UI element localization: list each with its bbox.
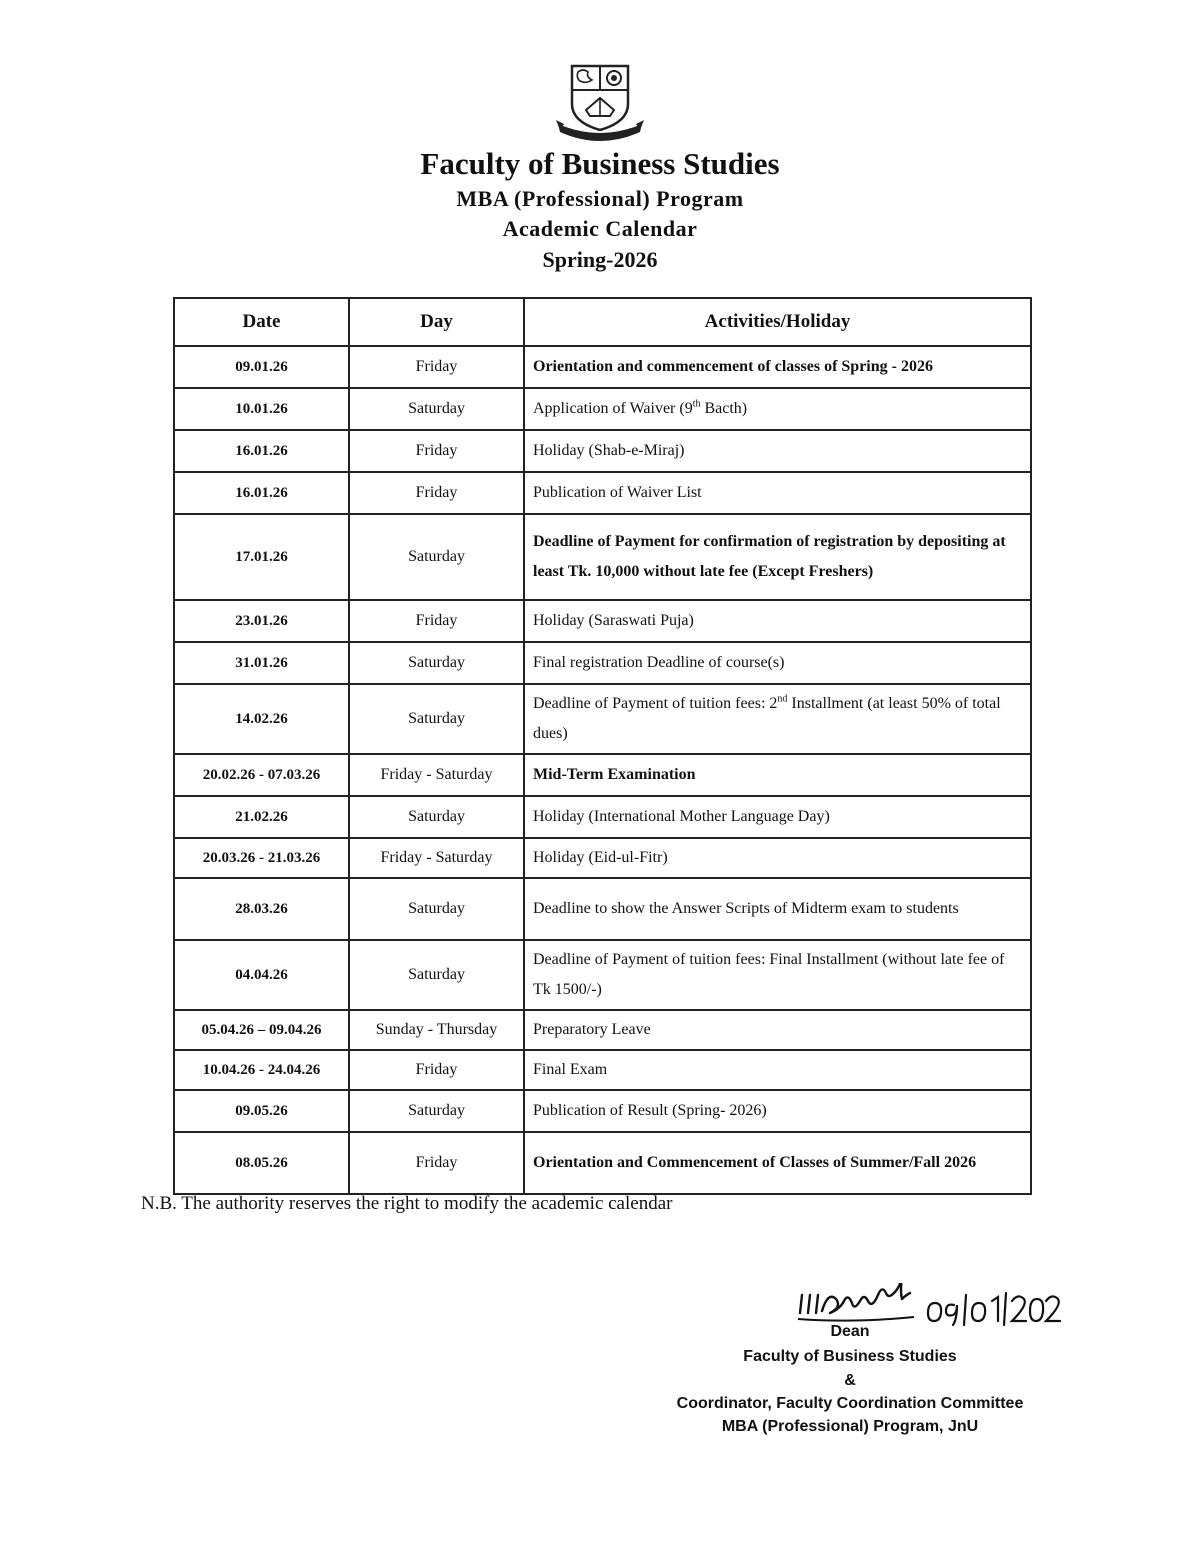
table-row (174, 430, 1031, 472)
day-cell: Saturday (349, 684, 524, 754)
table-row (174, 514, 1031, 600)
faculty-title: Faculty of Business Studies (420, 146, 780, 181)
day-cell: Friday (349, 346, 524, 388)
activity-cell: Holiday (International Mother Language Day) (524, 796, 1031, 838)
date-cell: 16.01.26 (174, 472, 349, 514)
table-header-row (174, 298, 1031, 346)
date-cell: 09.05.26 (174, 1090, 349, 1132)
day-cell: Sunday - Thursday (349, 1010, 524, 1050)
program-title: MBA (Professional) Program (456, 186, 744, 211)
table-row (174, 754, 1031, 796)
day-cell: Friday (349, 1050, 524, 1090)
activity-text: Deadline of Payment of tuition fees: 2 (533, 695, 778, 712)
activity-cell: Deadline of Payment for confirmation of registration by depositing at least Tk. 10,000 without late fee (Except Freshers) (524, 514, 1031, 600)
activity-cell: Deadline to show the Answer Scripts of Midterm exam to students (524, 878, 1031, 940)
activity-cell: Preparatory Leave (524, 1010, 1031, 1050)
date-cell: 31.01.26 (174, 642, 349, 684)
activity-cell: Holiday (Eid-ul-Fitr) (524, 838, 1031, 878)
day-cell: Friday - Saturday (349, 754, 524, 796)
table-row (174, 388, 1031, 430)
disclaimer-note: N.B. The authority reserves the right to modify the academic calendar (141, 1193, 673, 1214)
date-cell: 17.01.26 (174, 514, 349, 600)
date-cell: 10.01.26 (174, 388, 349, 430)
date-cell: 04.04.26 (174, 940, 349, 1010)
date-cell: 05.04.26 – 09.04.26 (174, 1010, 349, 1050)
document-title: Academic Calendar (502, 216, 698, 241)
signatory-program: MBA (Professional) Program, JnU (721, 1418, 979, 1435)
table-row (174, 1010, 1031, 1050)
table-row (174, 472, 1031, 514)
table-row (174, 1132, 1031, 1194)
table-row (174, 878, 1031, 940)
signatory-role: Coordinator, Faculty Coordination Committee (676, 1395, 1024, 1412)
activity-text: Application of Waiver (9 (533, 400, 693, 417)
activity-text-tail: Bacth) (700, 400, 748, 417)
date-cell: 20.03.26 - 21.03.26 (174, 838, 349, 878)
activity-cell (524, 388, 1031, 430)
column-header-activity: Activities/Holiday (524, 298, 1031, 346)
academic-calendar-table (173, 297, 1032, 1195)
activity-cell: Orientation and Commencement of Classes of Summer/Fall 2026 (524, 1132, 1031, 1194)
day-cell: Friday (349, 472, 524, 514)
day-cell: Saturday (349, 514, 524, 600)
signatory-title: Dean (830, 1323, 870, 1340)
date-cell: 14.02.26 (174, 684, 349, 754)
date-cell: 28.03.26 (174, 878, 349, 940)
day-cell: Saturday (349, 388, 524, 430)
activity-cell: Final registration Deadline of course(s) (524, 642, 1031, 684)
activity-cell: Deadline of Payment of tuition fees: Final Installment (without late fee of Tk 1500/-) (524, 940, 1031, 1010)
signatory-faculty: Faculty of Business Studies (743, 1348, 957, 1365)
table-row (174, 940, 1031, 1010)
day-cell: Friday - Saturday (349, 838, 524, 878)
date-cell: 23.01.26 (174, 600, 349, 642)
day-cell: Friday (349, 600, 524, 642)
activity-text-tail: Installment (at least 50% of total dues) (533, 695, 1001, 742)
date-cell: 16.01.26 (174, 430, 349, 472)
column-header-day: Day (349, 298, 524, 346)
table-row (174, 838, 1031, 878)
table-row (174, 1050, 1031, 1090)
date-cell: 08.05.26 (174, 1132, 349, 1194)
table-row (174, 642, 1031, 684)
date-cell: 20.02.26 - 07.03.26 (174, 754, 349, 796)
day-cell: Saturday (349, 878, 524, 940)
table-row (174, 796, 1031, 838)
activity-cell: Mid-Term Examination (524, 754, 1031, 796)
day-cell: Friday (349, 430, 524, 472)
date-cell: 21.02.26 (174, 796, 349, 838)
activity-cell: Orientation and commencement of classes of Spring - 2026 (524, 346, 1031, 388)
ordinal-suffix: nd (777, 693, 788, 705)
table-row (174, 346, 1031, 388)
date-cell: 09.01.26 (174, 346, 349, 388)
activity-cell: Holiday (Saraswati Puja) (524, 600, 1031, 642)
day-cell: Saturday (349, 1090, 524, 1132)
column-header-date: Date (174, 298, 349, 346)
term-title: Spring-2026 (542, 247, 658, 272)
day-cell: Saturday (349, 940, 524, 1010)
activity-cell: Final Exam (524, 1050, 1031, 1090)
table-row (174, 1090, 1031, 1132)
day-cell: Saturday (349, 796, 524, 838)
date-cell: 10.04.26 - 24.04.26 (174, 1050, 349, 1090)
day-cell: Saturday (349, 642, 524, 684)
ordinal-suffix: th (692, 398, 701, 410)
day-cell: Friday (349, 1132, 524, 1194)
signatory-conjunction: & (844, 1372, 856, 1389)
activity-cell: Holiday (Shab-e-Miraj) (524, 430, 1031, 472)
activity-cell: Publication of Result (Spring- 2026) (524, 1090, 1031, 1132)
activity-cell (524, 684, 1031, 754)
table-row (174, 684, 1031, 754)
table-row (174, 600, 1031, 642)
university-logo (552, 58, 648, 142)
activity-cell: Publication of Waiver List (524, 472, 1031, 514)
